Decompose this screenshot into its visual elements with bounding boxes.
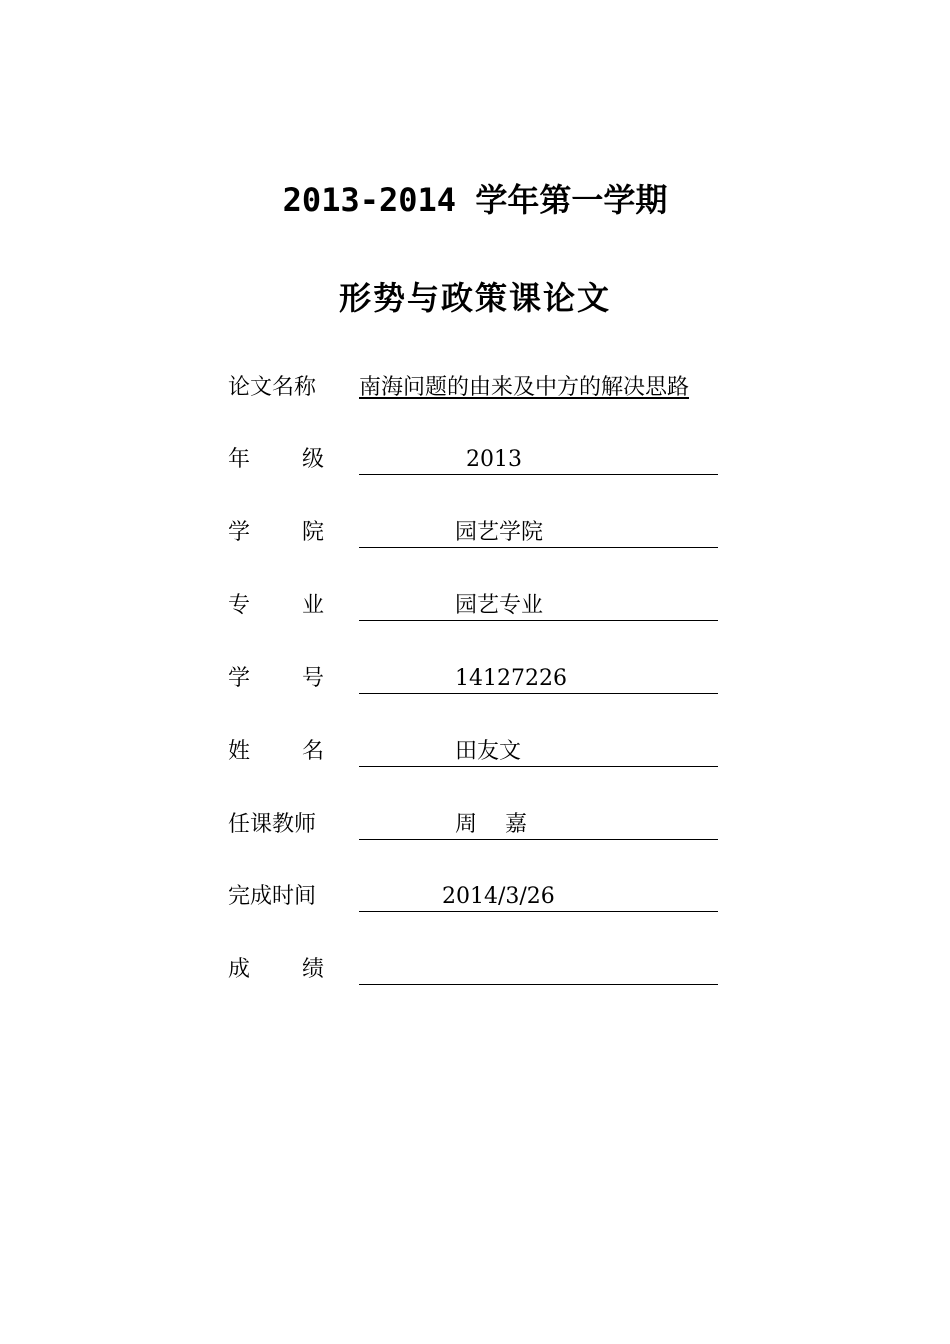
- score-label: [228, 956, 324, 984]
- field-teacher: [228, 805, 720, 845]
- completion-date-value-box: [359, 883, 718, 912]
- teacher-value: 周 嘉: [455, 812, 527, 837]
- student-id-value: 14127226: [455, 666, 567, 691]
- student-name-value: 田友文: [455, 739, 522, 764]
- student-id-value-box: [359, 665, 718, 694]
- college-label: [228, 519, 324, 547]
- field-student-id: [228, 659, 720, 699]
- student-id-label: [228, 665, 324, 693]
- completion-date-value: 2014/3/26: [442, 884, 555, 909]
- field-college: [228, 513, 720, 553]
- thesis-name-value: 南海问题的由来及中方的解决思路: [359, 375, 690, 400]
- student-name-label: [228, 738, 324, 766]
- field-score: [228, 950, 720, 990]
- score-value-box: [359, 956, 718, 985]
- student-name-label-char-1: 姓: [228, 739, 251, 764]
- college-label-char-1: 学: [228, 520, 251, 545]
- major-value-box: [359, 592, 718, 621]
- grade-label-char-2: 级: [301, 447, 324, 472]
- term-title: 2013-2014 学年第一学期: [282, 181, 668, 219]
- student-name-label-char-2: 名: [301, 739, 324, 764]
- major-label-char-1: 专: [228, 593, 251, 618]
- college-label-char-2: 院: [301, 520, 324, 545]
- grade-label-char-1: 年: [228, 447, 251, 472]
- teacher-label: 任课教师: [228, 812, 317, 837]
- teacher-value-box: [359, 811, 718, 840]
- grade-value: 2013: [466, 447, 522, 472]
- major-value: 园艺专业: [455, 593, 544, 618]
- student-id-label-char-2: 号: [301, 666, 324, 691]
- college-value: 园艺学院: [455, 520, 544, 545]
- thesis-name-label: 论文名称: [228, 375, 317, 400]
- score-label-char-1: 成: [228, 957, 251, 982]
- completion-date-label: 完成时间: [228, 884, 317, 909]
- field-student-name: [228, 732, 720, 772]
- field-grade: [228, 440, 720, 480]
- field-thesis-name: [228, 368, 720, 408]
- college-value-box: [359, 519, 718, 548]
- student-id-label-char-1: 学: [228, 666, 251, 691]
- grade-value-box: [359, 446, 718, 475]
- score-label-char-2: 绩: [301, 957, 324, 982]
- grade-label: [228, 446, 324, 474]
- major-label: [228, 592, 324, 620]
- field-major: [228, 586, 720, 626]
- document-title: 形势与政策课论文: [338, 279, 611, 317]
- student-name-value-box: [359, 738, 718, 767]
- field-completion-date: [228, 877, 720, 917]
- major-label-char-2: 业: [301, 593, 324, 618]
- thesis-name-value-box: [359, 374, 718, 402]
